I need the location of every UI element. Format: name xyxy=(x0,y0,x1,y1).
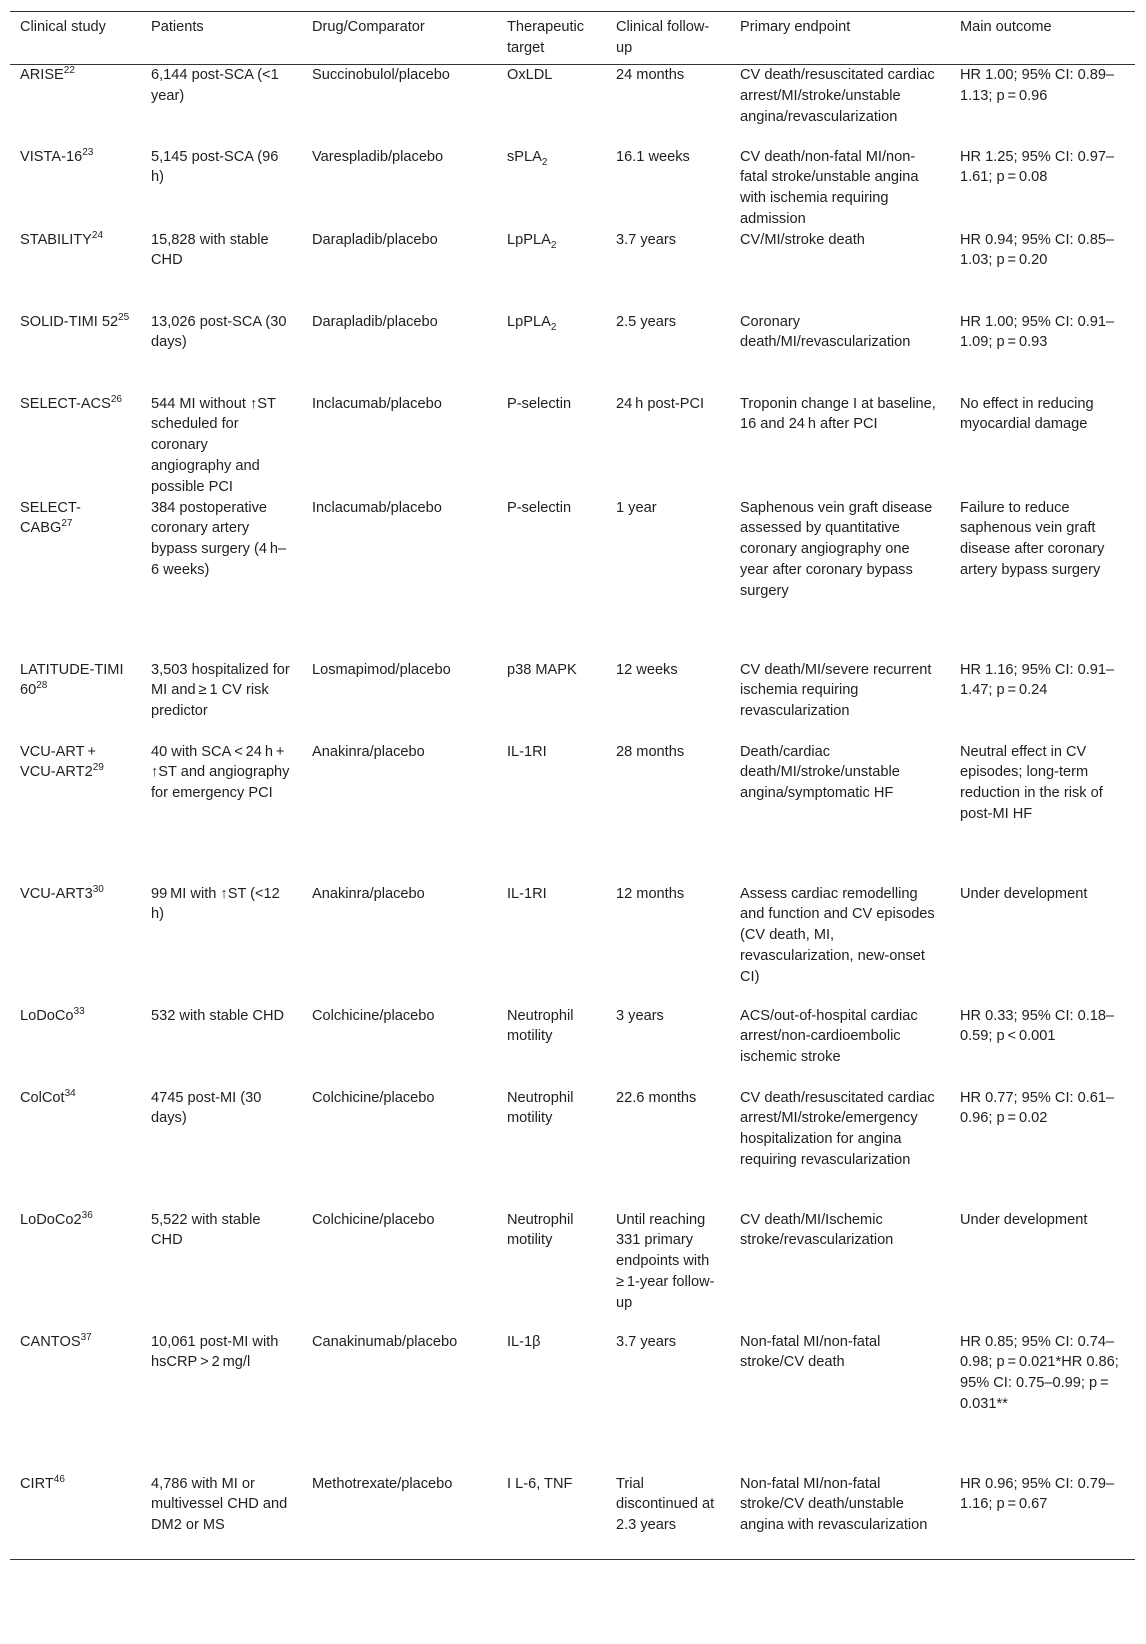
cell-main-outcome: HR 1.00; 95% CI: 0.91–1.09; p = 0.93 xyxy=(960,313,1115,351)
cell-clinical-study xyxy=(10,884,141,1006)
reference-number: 26 xyxy=(110,393,122,405)
target-name: Neutrophil motility xyxy=(507,1211,574,1249)
table-row xyxy=(10,1332,1135,1474)
cell-main-outcome: No effect in reducing myocardial damage xyxy=(960,395,1094,433)
target-name: LpPLA xyxy=(507,231,551,248)
cell-clinical-study xyxy=(10,147,141,230)
cell-patients: 5,145 post-SCA (96 h) xyxy=(151,148,282,186)
target-name: I L-6, TNF xyxy=(507,1475,573,1492)
study-name: CANTOS xyxy=(20,1333,81,1350)
reference-number: 28 xyxy=(36,680,48,692)
cell-clinical-follow-up: 12 weeks xyxy=(616,661,678,678)
cell-primary-endpoint: Saphenous vein graft disease assessed by quantitative coronary angiography one year after coronary bypass surgery xyxy=(740,499,933,599)
target-name: P-selectin xyxy=(507,395,572,412)
table-row xyxy=(10,312,1135,394)
header-row xyxy=(10,12,1135,65)
cell-patients: 15,828 with stable CHD xyxy=(151,231,269,269)
table-row xyxy=(10,230,1135,312)
cell-drug-comparator: Methotrexate/placebo xyxy=(312,1475,453,1492)
cell-therapeutic-target xyxy=(497,230,606,312)
target-name: Neutrophil motility xyxy=(507,1007,574,1045)
cell-therapeutic-target xyxy=(497,312,606,394)
study-name: CIRT xyxy=(20,1475,54,1492)
cell-main-outcome: HR 0.94; 95% CI: 0.85–1.03; p = 0.20 xyxy=(960,231,1115,269)
header-main-outcome: Main outcome xyxy=(960,19,1052,35)
cell-main-outcome: HR 0.85; 95% CI: 0.74–0.98; p = 0.021*HR 0.86; 95% CI: 0.75–0.99; p = 0.031** xyxy=(960,1333,1119,1413)
cell-clinical-study xyxy=(10,312,141,394)
table-row xyxy=(10,1210,1135,1332)
target-name: IL-1RI xyxy=(507,743,547,760)
cell-primary-endpoint: CV death/MI/severe recurrent ischemia requiring revascularization xyxy=(740,661,932,720)
target-name: P-selectin xyxy=(507,499,572,516)
reference-number: 27 xyxy=(61,518,73,530)
study-name: VCU-ART3 xyxy=(20,885,93,902)
cell-clinical-follow-up: Trial discontinued at 2.3 years xyxy=(616,1475,715,1534)
target-name: OxLDL xyxy=(507,67,553,83)
cell-patients: 532 with stable CHD xyxy=(151,1007,285,1024)
cell-clinical-follow-up: Until reaching 331 primary endpoints with ≥ 1-year follow-up xyxy=(616,1211,715,1311)
reference-number: 46 xyxy=(53,1473,65,1485)
reference-number: 23 xyxy=(82,146,94,158)
table-row xyxy=(10,394,1135,498)
study-name: STABILITY xyxy=(20,231,92,248)
cell-main-outcome: Failure to reduce saphenous vein graft disease after coronary artery bypass surgery xyxy=(960,499,1105,579)
cell-patients: 6,144 post-SCA (<1 year) xyxy=(151,67,279,104)
cell-clinical-study xyxy=(10,1006,141,1088)
cell-drug-comparator: Varespladib/placebo xyxy=(312,148,444,165)
table-row xyxy=(10,65,1135,147)
clinical-trials-table xyxy=(10,11,1135,1560)
cell-patients: 5,522 with stable CHD xyxy=(151,1211,261,1249)
table-row xyxy=(10,1088,1135,1210)
cell-drug-comparator: Succinobulol/placebo xyxy=(312,67,450,83)
cell-patients: 10,061 post-MI with hsCRP > 2 mg/l xyxy=(151,1333,279,1371)
cell-main-outcome: HR 1.16; 95% CI: 0.91–1.47; p = 0.24 xyxy=(960,661,1115,699)
cell-primary-endpoint: ACS/out-of-hospital cardiac arrest/non-cardioembolic ischemic stroke xyxy=(740,1007,918,1066)
reference-number: 37 xyxy=(80,1331,92,1343)
cell-drug-comparator: Losmapimod/placebo xyxy=(312,661,451,678)
cell-clinical-study xyxy=(10,230,141,312)
cell-main-outcome: HR 1.25; 95% CI: 0.97–1.61; p = 0.08 xyxy=(960,148,1115,186)
cell-drug-comparator: Canakinumab/placebo xyxy=(312,1333,458,1350)
study-name: LoDoCo xyxy=(20,1007,74,1024)
study-name: SOLID-TIMI 52 xyxy=(20,313,119,330)
cell-drug-comparator: Colchicine/placebo xyxy=(312,1007,435,1024)
cell-therapeutic-target xyxy=(497,742,606,884)
cell-patients: 99 MI with ↑ST (<12 h) xyxy=(151,885,283,923)
cell-primary-endpoint: CV/MI/stroke death xyxy=(740,231,865,248)
reference-number: 34 xyxy=(64,1087,76,1099)
cell-clinical-follow-up: 3 years xyxy=(616,1007,664,1024)
table-row xyxy=(10,498,1135,660)
cell-primary-endpoint: Death/cardiac death/MI/stroke/unstable angina/symptomatic HF xyxy=(740,743,900,802)
cell-drug-comparator: Darapladib/placebo xyxy=(312,313,438,330)
reference-number: 25 xyxy=(118,311,130,323)
study-name: SELECT-ACS xyxy=(20,395,111,412)
cell-drug-comparator: Anakinra/placebo xyxy=(312,743,425,760)
cell-patients: 384 postoperative coronary artery bypass surgery (4 h–6 weeks) xyxy=(151,499,287,579)
cell-therapeutic-target xyxy=(497,147,606,230)
header-therapeutic-target: Therapeutic target xyxy=(507,19,585,56)
cell-therapeutic-target xyxy=(497,65,606,147)
cell-therapeutic-target xyxy=(497,498,606,660)
study-name: ColCot xyxy=(20,1089,65,1106)
cell-clinical-follow-up: 16.1 weeks xyxy=(616,148,690,165)
cell-drug-comparator: Darapladib/placebo xyxy=(312,231,438,248)
cell-primary-endpoint: Assess cardiac remodelling and function and CV episodes (CV death, MI, revascularization, new-onset CI) xyxy=(740,885,935,985)
target-subscript: 2 xyxy=(550,321,557,333)
study-name: SELECT-CABG xyxy=(20,499,81,537)
target-name: Neutrophil motility xyxy=(507,1089,574,1127)
table-row xyxy=(10,1474,1135,1560)
cell-clinical-follow-up: 1 year xyxy=(616,499,657,516)
table-row xyxy=(10,742,1135,884)
cell-therapeutic-target xyxy=(497,1210,606,1332)
cell-drug-comparator: Colchicine/placebo xyxy=(312,1211,435,1228)
study-name: ARISE xyxy=(20,67,64,83)
cell-clinical-follow-up: 28 months xyxy=(616,743,685,760)
header-primary-endpoint: Primary endpoint xyxy=(740,19,851,35)
header-clinical-follow-up: Clinical follow-up xyxy=(616,19,710,56)
target-name: p38 MAPK xyxy=(507,661,577,678)
cell-main-outcome: HR 0.77; 95% CI: 0.61–0.96; p = 0.02 xyxy=(960,1089,1115,1127)
cell-primary-endpoint: CV death/resuscitated cardiac arrest/MI/stroke/unstable angina/revascularization xyxy=(740,67,935,125)
cell-main-outcome: HR 1.00; 95% CI: 0.89–1.13; p = 0.96 xyxy=(960,67,1115,104)
cell-clinical-follow-up: 3.7 years xyxy=(616,1333,677,1350)
cell-clinical-study xyxy=(10,1210,141,1332)
cell-clinical-study xyxy=(10,742,141,884)
target-subscript: 2 xyxy=(550,239,557,251)
cell-main-outcome: Under development xyxy=(960,885,1088,902)
cell-therapeutic-target xyxy=(497,1332,606,1474)
cell-therapeutic-target xyxy=(497,1474,606,1560)
target-name: IL-1RI xyxy=(507,885,547,902)
study-name: LATITUDE-TIMI 60 xyxy=(20,661,124,699)
cell-primary-endpoint: CV death/non-fatal MI/non-fatal stroke/unstable angina with ischemia requiring admission xyxy=(740,148,919,227)
cell-main-outcome: Under development xyxy=(960,1211,1088,1228)
target-subscript: 2 xyxy=(541,156,548,168)
cell-patients: 4745 post-MI (30 days) xyxy=(151,1089,262,1127)
reference-number: 22 xyxy=(63,65,75,77)
cell-patients: 40 with SCA < 24 h + ↑ST and angiography for emergency PCI xyxy=(151,743,290,802)
header-drug-comparator: Drug/Comparator xyxy=(312,19,425,35)
study-name: LoDoCo2 xyxy=(20,1211,82,1228)
cell-therapeutic-target xyxy=(497,1088,606,1210)
cell-therapeutic-target xyxy=(497,884,606,1006)
cell-patients: 4,786 with MI or multivessel CHD and DM2 or MS xyxy=(151,1475,288,1534)
cell-therapeutic-target xyxy=(497,394,606,498)
cell-clinical-follow-up: 22.6 months xyxy=(616,1089,697,1106)
target-name: IL-1β xyxy=(507,1333,541,1350)
cell-clinical-study xyxy=(10,394,141,498)
cell-clinical-follow-up: 24 months xyxy=(616,67,685,83)
cell-drug-comparator: Inclacumab/placebo xyxy=(312,499,442,516)
cell-clinical-study xyxy=(10,65,141,147)
cell-primary-endpoint: CV death/MI/Ischemic stroke/revascularization xyxy=(740,1211,894,1249)
cell-clinical-study xyxy=(10,1332,141,1474)
reference-number: 36 xyxy=(81,1209,93,1221)
cell-clinical-follow-up: 24 h post-PCI xyxy=(616,395,705,412)
cell-drug-comparator: Inclacumab/placebo xyxy=(312,395,442,412)
study-name: VISTA-16 xyxy=(20,148,83,165)
reference-number: 24 xyxy=(91,229,104,241)
target-name: LpPLA xyxy=(507,313,551,330)
reference-number: 30 xyxy=(92,883,104,895)
cell-main-outcome: HR 0.33; 95% CI: 0.18–0.59; p < 0.001 xyxy=(960,1007,1115,1045)
table-row xyxy=(10,884,1135,1006)
cell-primary-endpoint: CV death/resuscitated cardiac arrest/MI/stroke/emergency hospitalization for angina requiring revascularization xyxy=(740,1089,935,1169)
header-clinical-study: Clinical study xyxy=(20,19,106,35)
cell-patients: 544 MI without ↑ST scheduled for coronary angiography and possible PCI xyxy=(151,395,276,495)
header-patients: Patients xyxy=(151,19,204,35)
cell-main-outcome: HR 0.96; 95% CI: 0.79–1.16; p = 0.67 xyxy=(960,1475,1115,1513)
cell-drug-comparator: Colchicine/placebo xyxy=(312,1089,435,1106)
study-name: VCU-ART + VCU-ART2 xyxy=(20,743,99,781)
cell-clinical-study xyxy=(10,498,141,660)
table-row xyxy=(10,660,1135,742)
cell-therapeutic-target xyxy=(497,1006,606,1088)
cell-clinical-follow-up: 3.7 years xyxy=(616,231,677,248)
cell-clinical-follow-up: 12 months xyxy=(616,885,685,902)
table-row xyxy=(10,147,1135,230)
cell-patients: 13,026 post-SCA (30 days) xyxy=(151,313,287,351)
cell-clinical-study xyxy=(10,1088,141,1210)
cell-primary-endpoint: Non-fatal MI/non-fatal stroke/CV death xyxy=(740,1333,881,1371)
cell-primary-endpoint: Coronary death/MI/revascularization xyxy=(740,313,911,351)
cell-patients: 3,503 hospitalized for MI and ≥ 1 CV risk predictor xyxy=(151,661,290,720)
table-row xyxy=(10,1006,1135,1088)
cell-clinical-study xyxy=(10,1474,141,1560)
cell-clinical-follow-up: 2.5 years xyxy=(616,313,677,330)
cell-main-outcome: Neutral effect in CV episodes; long-term reduction in the risk of post-MI HF xyxy=(960,743,1103,823)
cell-primary-endpoint: Non-fatal MI/non-fatal stroke/CV death/unstable angina with revascularization xyxy=(740,1475,928,1534)
reference-number: 33 xyxy=(73,1005,85,1017)
reference-number: 29 xyxy=(92,762,104,774)
target-name: sPLA xyxy=(507,148,542,165)
cell-therapeutic-target xyxy=(497,660,606,742)
cell-primary-endpoint: Troponin change I at baseline, 16 and 24 h after PCI xyxy=(740,395,936,433)
cell-clinical-study xyxy=(10,660,141,742)
cell-drug-comparator: Anakinra/placebo xyxy=(312,885,425,902)
